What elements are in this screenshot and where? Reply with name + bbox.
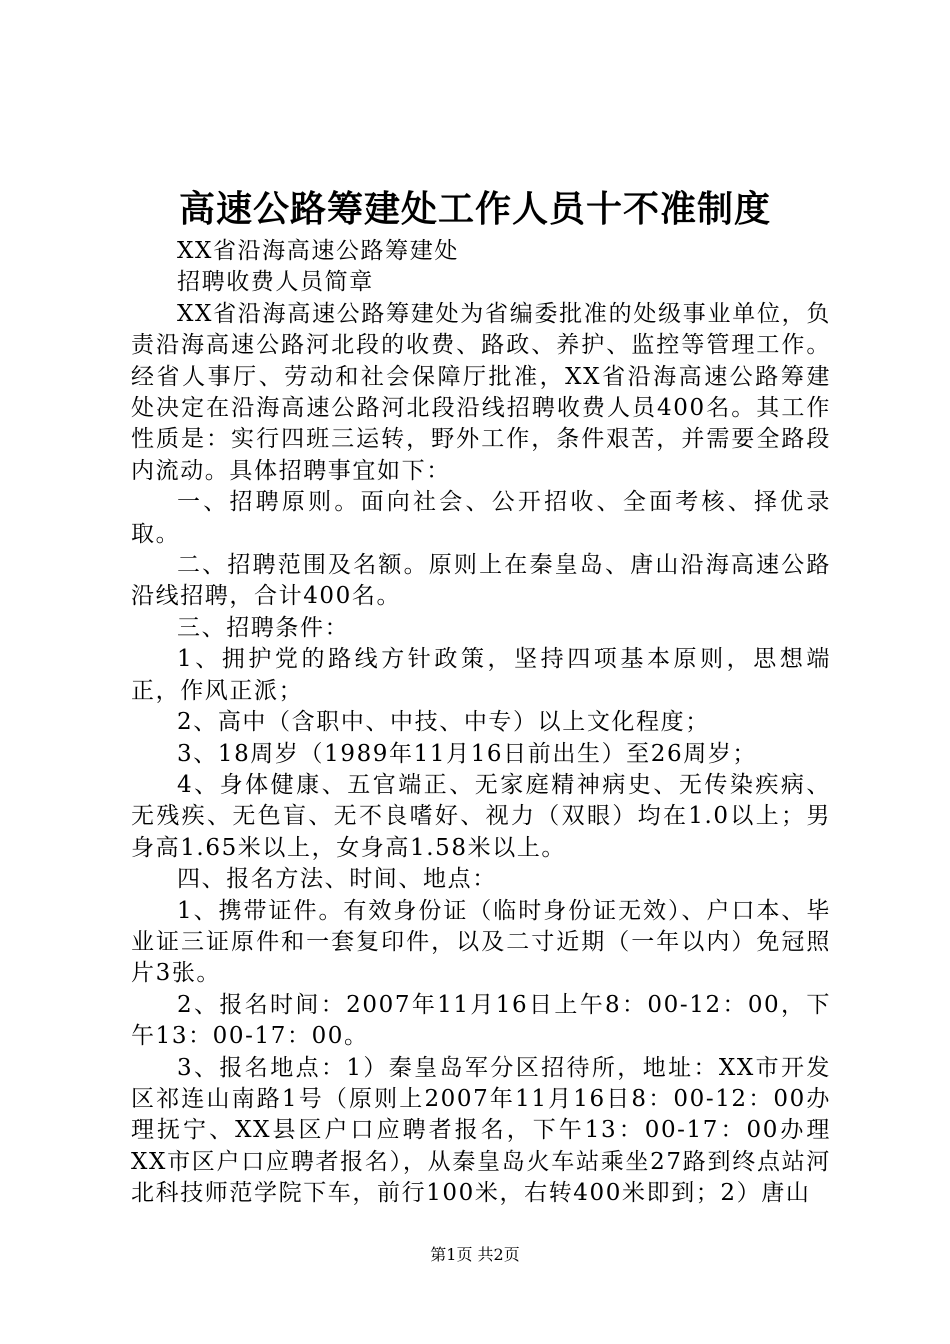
registration-item-3: 3、报名地点：1）秦皇岛军分区招待所，地址：XX市开发区祁连山南路1号（原则上2007年11月16日8：00-12：00办理抚宁、XX县区户口应聘者报名，下午13：00-17：00办理XX市区户口应聘者报名），从秦皇岛火车站乘坐27路到终点站河北科技师范学院下车，前行100米，右转400米即到；2）唐山 [131, 1054, 831, 1207]
condition-item-1: 1、拥护党的路线方针政策，坚持四项基本原则，思想端正，作风正派； [131, 646, 831, 704]
document-title: 高速公路筹建处工作人员十不准制度 [178, 188, 771, 230]
page-number: 第1页 [430, 1245, 473, 1264]
subtitle-line: 招聘收费人员简章 [177, 269, 374, 296]
page-footer [0, 1244, 950, 1266]
section-principle: 一、招聘原则。面向社会、公开招收、全面考核、择优录取。 [131, 489, 831, 547]
registration-item-2: 2、报名时间：2007年11月16日上午8：00-12：00，下午13：00-17：00。 [131, 991, 831, 1050]
org-name-line: XX省沿海高速公路筹建处 [177, 238, 459, 264]
section-registration-heading: 四、报名方法、时间、地点： [177, 866, 497, 893]
section-conditions-heading: 三、招聘条件： [177, 614, 350, 641]
registration-item-1: 1、携带证件。有效身份证（临时身份证无效）、户口本、毕业证三证原件和一套复印件，以及二寸近期（一年以内）免冠照片3张。 [131, 897, 831, 987]
intro-paragraph: XX省沿海高速公路筹建处为省编委批准的处级事业单位，负责沿海高速公路河北段的收费、路政、养护、监控等管理工作。经省人事厅、劳动和社会保障厅批准，XX省沿海高速公路筹建处决定在沿海高速公路河北段沿线招聘收费人员400名。其工作性质是：实行四班三运转，野外工作，条件艰苦，并需要全路段内流动。具体招聘事宜如下： [131, 300, 831, 484]
section-scope: 二、招聘范围及名额。原则上在秦皇岛、唐山沿海高速公路沿线招聘，合计400名。 [131, 552, 831, 610]
condition-item-3: 3、18周岁（1989年11月16日前出生）至26周岁； [177, 740, 758, 767]
condition-item-4: 4、身体健康、五官端正、无家庭精神病史、无传染疾病、无残疾、无色盲、无不良嗜好、视力（双眼）均在1.0以上；男身高1.65米以上，女身高1.58米以上。 [131, 771, 831, 861]
page-total: 共2页 [477, 1245, 520, 1264]
condition-item-2: 2、高中（含职中、中技、中专）以上文化程度； [177, 709, 710, 736]
document-body [131, 236, 831, 1210]
